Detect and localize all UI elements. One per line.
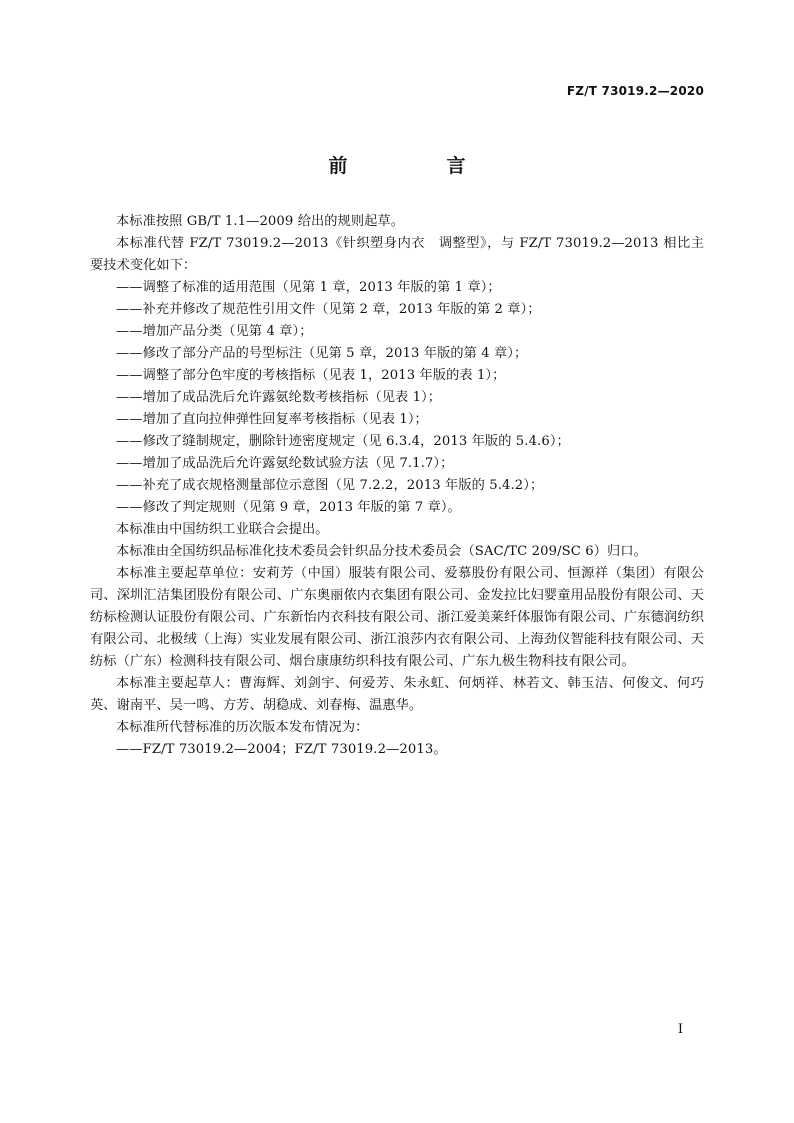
change-item: ——修改了判定规则（见第 9 章，2013 年版的第 7 章）。 [116,500,461,515]
paragraph-history-intro: 本标准所代替标准的历次版本发布情况为： [116,720,369,735]
change-item: ——修改了部分产品的号型标注（见第 5 章，2013 年版的第 4 章）； [116,346,528,361]
paragraph-replacement: 本标准代替 FZ/T 73019.2—2013《针织塑身内衣 调整型》，与 FZ/T 73019.2—2013 相比主要技术变化如下： [90,236,704,273]
page-title: 前 言 [328,155,506,177]
change-item: ——增加产品分类（见第 4 章）； [116,324,313,339]
paragraph-drafting-rules: 本标准按照 GB/T 1.1—2009 给出的规则起草。 [116,214,404,229]
change-item: ——增加了直向拉伸弹性回复率考核指标（见表 1）； [116,412,428,427]
paragraph-drafting-units: 本标准主要起草单位：安莉芳（中国）服装有限公司、爱慕股份有限公司、恒源祥（集团）有限公司、深圳汇洁集团股份有限公司、广东奥丽侬内衣集团有限公司、金发拉比妇婴童用品股份有限公司、天纺标检测认证股份有限公司、广东新怡内衣科技有限公司、浙江爱美莱纤体服饰有限公司、广东德润纺织有限公司、北极绒（上海）实业发展有限公司、浙江浪莎内衣有限公司、上海劲仪智能科技有限公司、天纺标（广东）检测科技有限公司、烟台康康纺织科技有限公司、广东九极生物科技有限公司。 [90,566,704,669]
foreword-body [90,211,704,761]
paragraph-proposer: 本标准由中国纺织工业联合会提出。 [116,522,329,537]
change-item: ——增加了成品洗后允许露氨纶数试验方法（见 7.1.7）； [116,456,454,471]
change-item: ——增加了成品洗后允许露氨纶数考核指标（见表 1）； [116,390,442,405]
history-item: ——FZ/T 73019.2—2004；FZ/T 73019.2—2013。 [116,742,447,757]
change-item: ——修改了缝制规定，删除针迹密度规定（见 6.3.4，2013 年版的 5.4.6）； [116,434,570,449]
paragraph-committee: 本标准由全国纺织品标准化技术委员会针织品分技术委员会（SAC/TC 209/SC 6）归口。 [116,544,647,559]
change-item: ——补充并修改了规范性引用文件（见第 2 章，2013 年版的第 2 章）； [116,302,541,317]
standard-code: FZ/T 73019.2—2020 [566,84,704,98]
page-number: I [677,1022,683,1037]
paragraph-drafters: 本标准主要起草人：曹海辉、刘剑宇、何爱芳、朱永虹、何炳祥、林若文、韩玉洁、何俊文、何巧英、谢南平、吴一鸣、方芳、胡稳成、刘春梅、温惠华。 [90,676,704,713]
change-item: ——调整了部分色牢度的考核指标（见表 1，2013 年版的表 1）； [116,368,506,383]
change-item: ——调整了标准的适用范围（见第 1 章，2013 年版的第 1 章）； [116,280,501,295]
change-item: ——补充了成衣规格测量部位示意图（见 7.2.2，2013 年版的 5.4.2）； [116,478,544,493]
